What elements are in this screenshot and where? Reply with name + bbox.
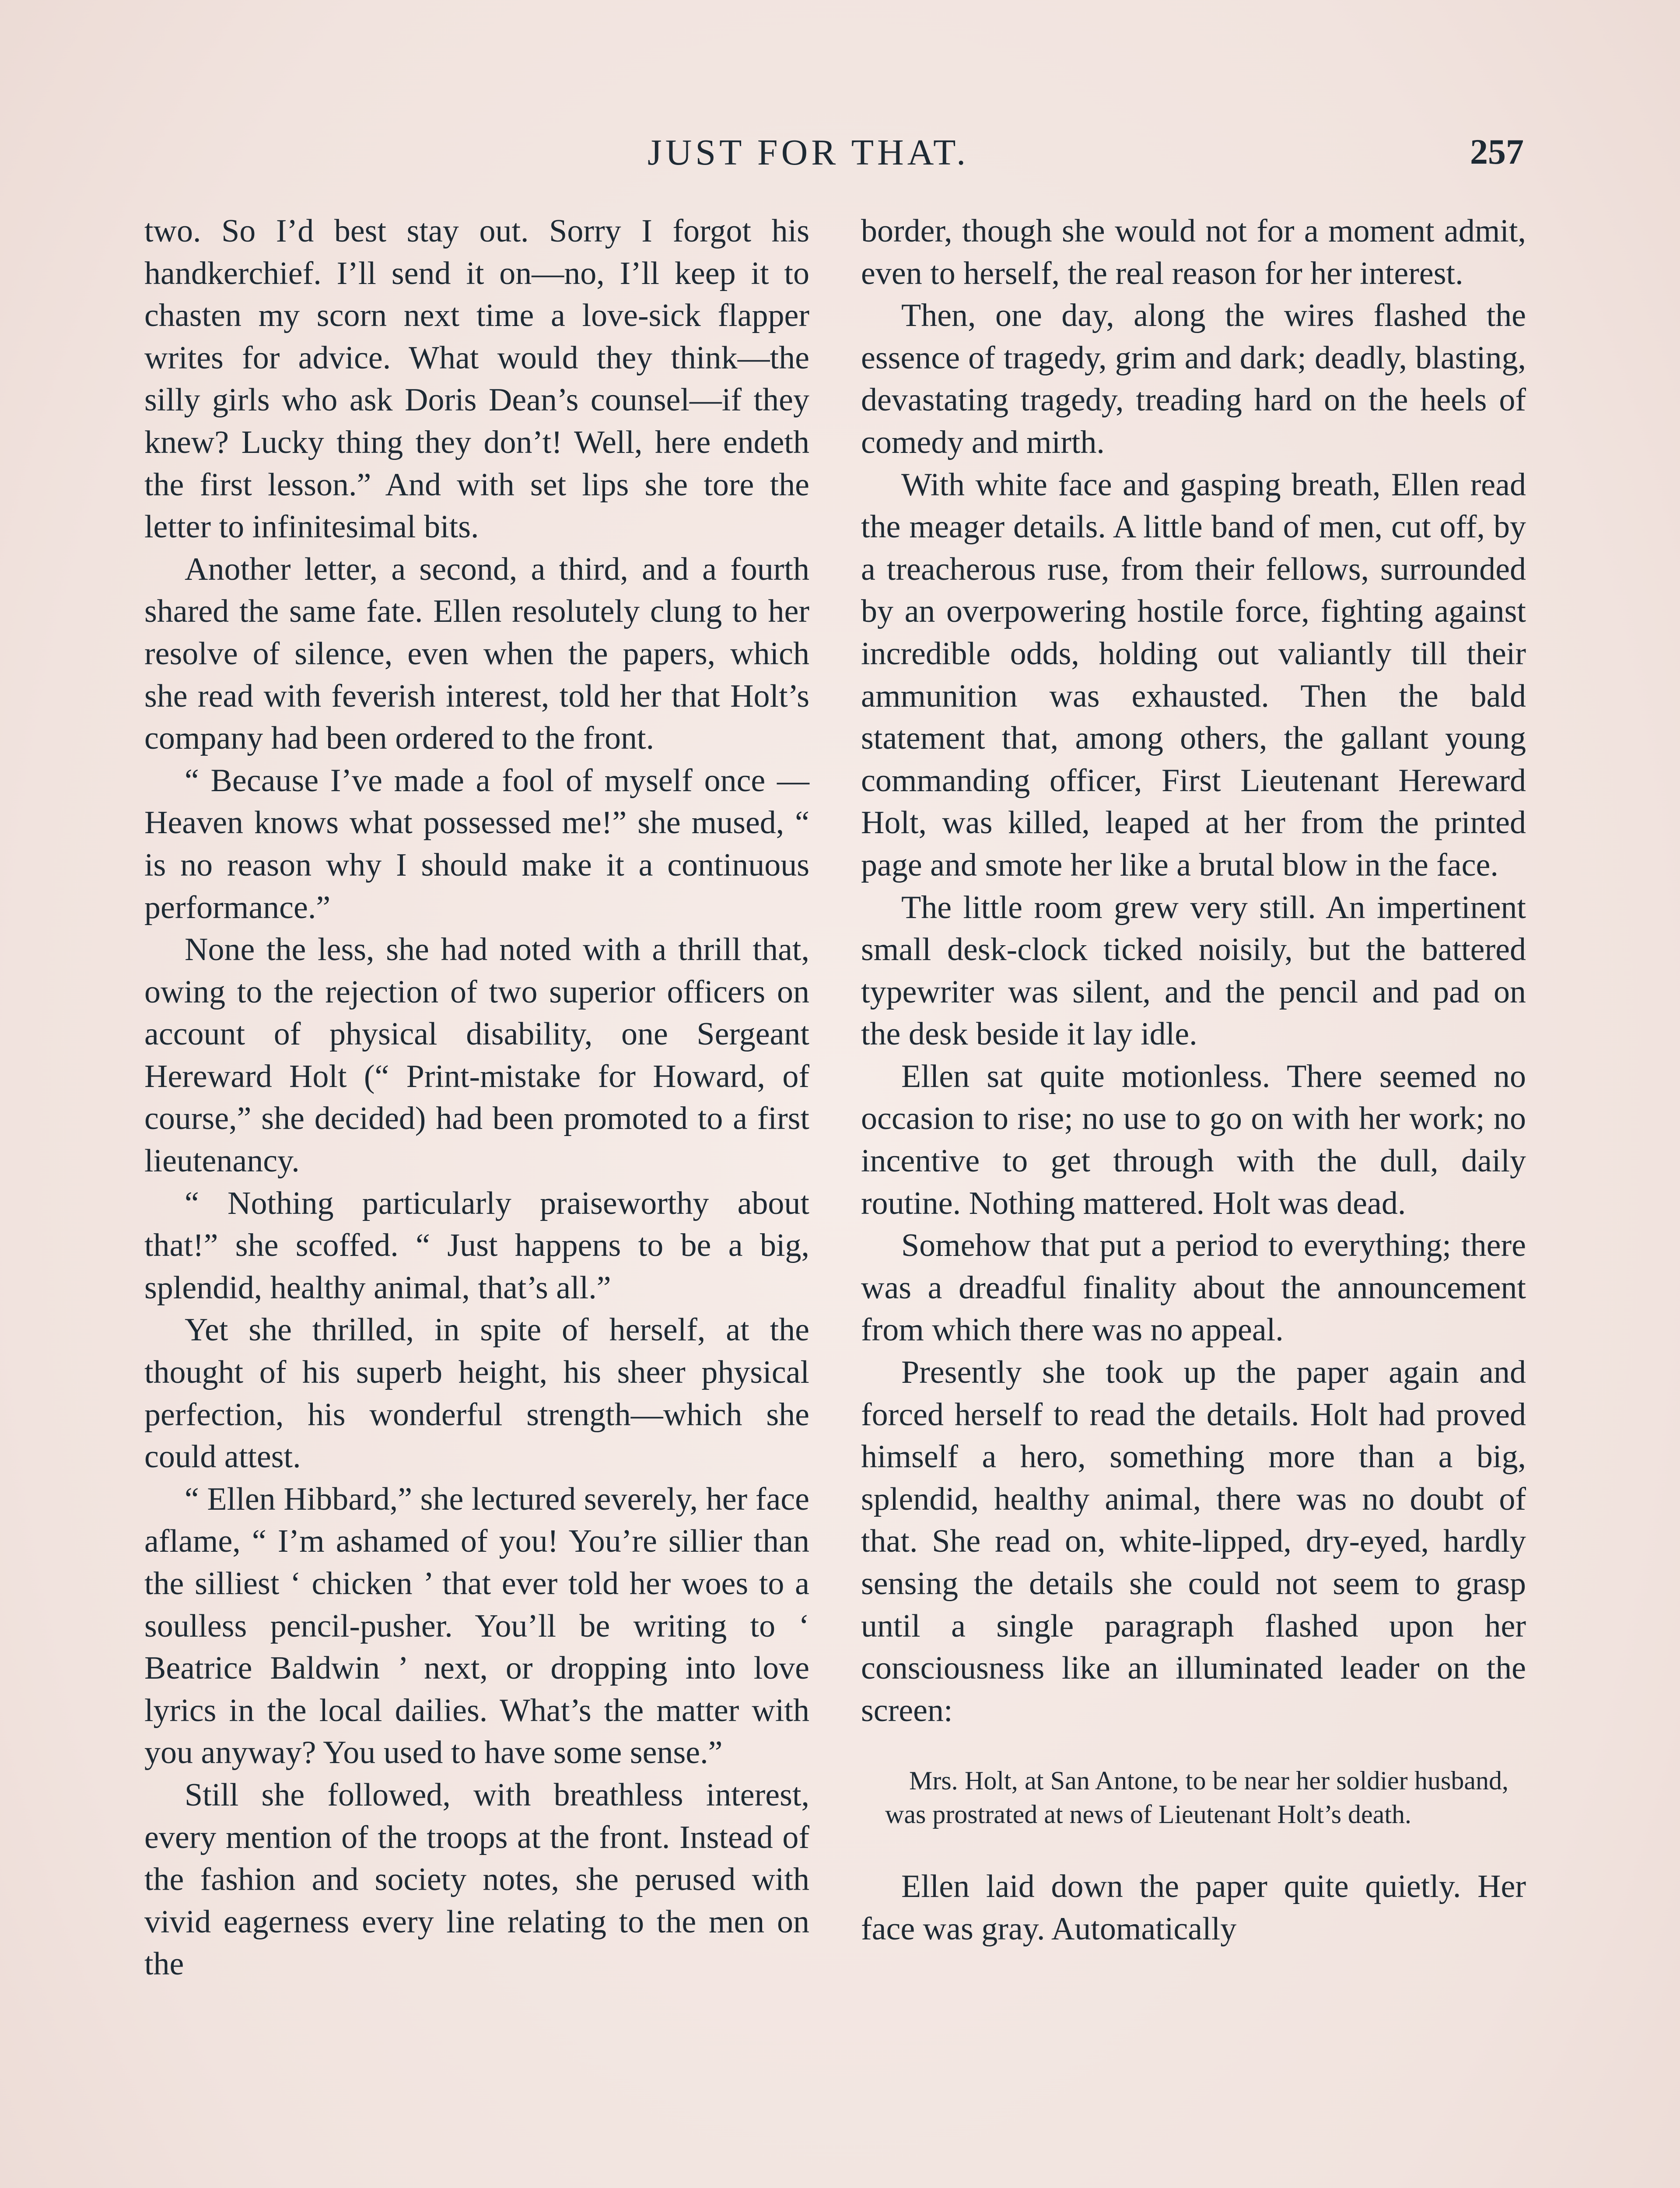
paragraph: “ Ellen Hibbard,” she lectured severely, her face aflame, “ I’m ashamed of you! You’re sillier than the silliest ‘ chicken ’ that ever told her woes to a soulless pencil-pusher. You’ll be writing to ‘ Beatrice Baldwin ’ next, or dropping into love lyrics in the local dailies. What’s the matter with you anyway? You used to have some sense.”	[144, 1481, 809, 1771]
paragraph: two. So I’d best stay out. Sorry I forgot his handkerchief. I’ll send it on—no, I’ll keep it to chasten my scorn next time a love-sick flapper writes for advice. What would they think—the silly girls who ask Doris Dean’s counsel—if they knew? Lucky thing they don’t! Well, here endeth the first lesson.” And with set lips she tore the letter to infinitesimal bits.	[144, 213, 809, 545]
paragraph: Presently she took up the paper again and forced herself to read the details. Holt had proved himself a hero, something more than a big, splendid, healthy animal, there was no doubt of that. She read on, white-lipped, dry-eyed, hardly sensing the details she could not seem to grasp until a single paragraph flashed upon her consciousness like an illuminated leader on the screen:	[861, 1354, 1526, 1729]
paragraph: “ Nothing particularly praiseworthy about that!” she scoffed. “ Just happens to be a big, splendid, healthy animal, that’s all.”	[144, 1185, 809, 1306]
paragraph: border, though she would not for a moment admit, even to herself, the real reason for her interest.	[861, 213, 1526, 291]
quote-text: Mrs. Holt, at San Antone, to be near her soldier husband, was prostrated at news of Lieutenant Holt’s death.	[885, 1766, 1508, 1829]
paragraph: Ellen sat quite motionless. There seemed no occasion to rise; no use to go on with her work; no incentive to get through with the dull, daily routine. Nothing mattered. Holt was dead.	[861, 1058, 1526, 1221]
paragraph: With white face and gasping breath, Ellen read the meager details. A little band of men, cut off, by a treacherous ruse, from their fellows, surrounded by an overpowering hostile force, fighting against incredible odds, holding out valiantly till their ammunition was exhausted. Then the bald statement that, among others, the gallant young commanding officer, First Lieutenant Hereward Holt, was killed, leaped at her from the printed page and smote her like a brutal blow in the face.	[861, 466, 1526, 883]
page-number: 257	[1470, 132, 1524, 172]
paragraph: Still she followed, with breathless interest, every mention of the troops at the front. Instead of the fashion and society notes, she perused with vivid eagerness every line relating to the men on the	[144, 1777, 809, 1982]
paragraph: Then, one day, along the wires flashed the essence of tragedy, grim and dark; deadly, blasting, devastating tragedy, treading hard on the heels of comedy and mirth.	[861, 298, 1526, 460]
left-column	[144, 210, 809, 1985]
paragraph: Somehow that put a period to everything; there was a dreadful finality about the announcement from which there was no appeal.	[861, 1227, 1526, 1348]
paragraph: The little room grew very still. An impertinent small desk-clock ticked noisily, but the battered typewriter was silent, and the pencil and pad on the desk beside it lay idle.	[861, 889, 1526, 1052]
paragraph: None the less, she had noted with a thrill that, owing to the rejection of two superior officers on account of physical disability, one Sergeant Hereward Holt (“ Print-mistake for Howard, of course,” she decided) had been promoted to a first lieutenancy.	[144, 932, 809, 1179]
paragraph: Ellen laid down the paper quite quietly. Her face was gray. Automatically	[861, 1869, 1526, 1947]
running-title: JUST FOR THAT.	[648, 132, 970, 173]
paragraph: “ Because I’ve made a fool of myself once — Heaven knows what possessed me!” she mused, “ is no reason why I should make it a continuous performance.”	[144, 762, 809, 926]
paragraph: Yet she thrilled, in spite of herself, at the thought of his superb height, his sheer physical perfection, his wonderful strength—which she could attest.	[144, 1312, 809, 1475]
paragraph: Another letter, a second, a third, and a fourth shared the same fate. Ellen resolutely clung to her resolve of silence, even when the papers, which she read with feverish interest, told her that Holt’s company had been ordered to the front.	[144, 551, 809, 757]
newspaper-quote	[861, 1764, 1526, 1831]
right-column	[861, 210, 1526, 1950]
